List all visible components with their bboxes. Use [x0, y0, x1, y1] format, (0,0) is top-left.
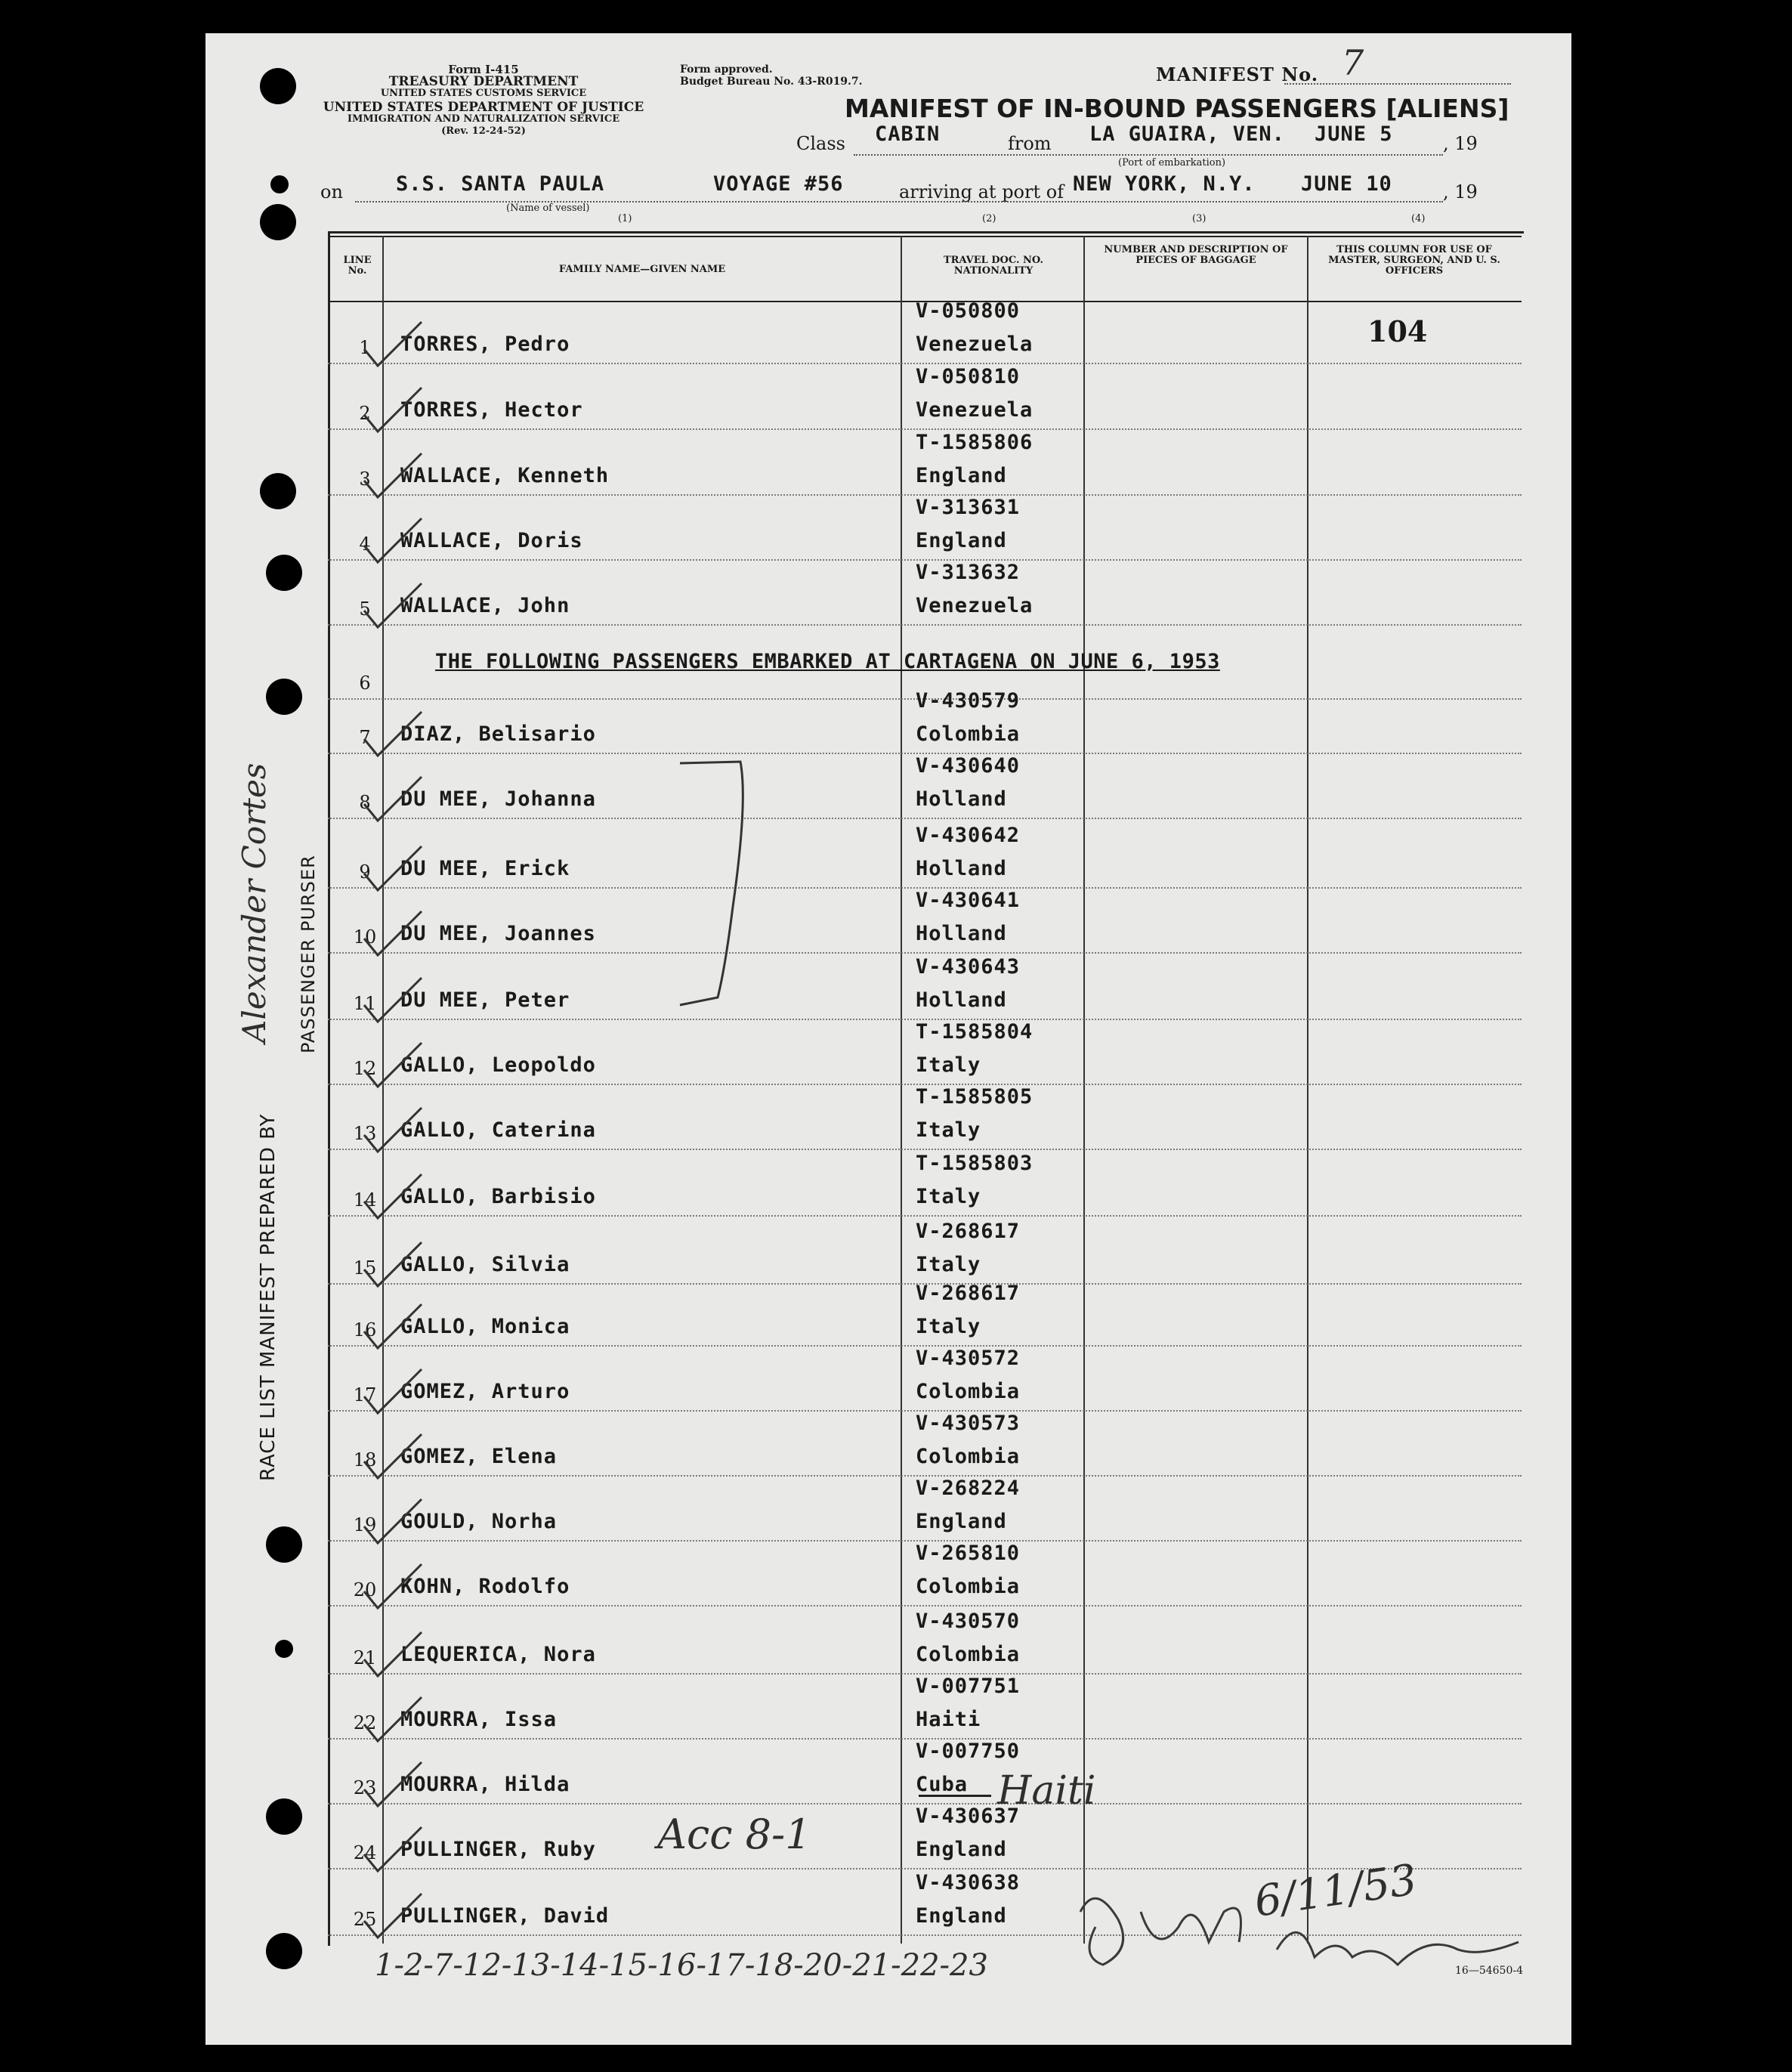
check-mark: [358, 450, 426, 503]
binder-hole: [260, 473, 296, 509]
col-num-3: (3): [1192, 213, 1207, 224]
passenger-name: GOMEZ, Arturo: [400, 1380, 570, 1403]
check-mark: [358, 1824, 426, 1877]
nationality: Holland: [916, 857, 1007, 880]
officer-note: 104: [1367, 314, 1428, 348]
travel-doc-no: V-007750: [916, 1740, 1021, 1763]
row-divider: [328, 1605, 1522, 1607]
port-caption: (Port of embarkation): [1118, 157, 1226, 169]
row-divider: [328, 624, 1522, 626]
nationality: Venezuela: [916, 594, 1033, 617]
du-mee-bracket: [672, 756, 763, 1020]
row-divider: [328, 428, 1522, 430]
travel-doc-no: V-430643: [916, 955, 1021, 979]
travel-doc-no: V-050800: [916, 299, 1021, 323]
line-number: 25: [353, 1909, 377, 1930]
line-number: 5: [359, 598, 371, 620]
line-number: 3: [359, 469, 371, 490]
line-number: 2: [359, 403, 371, 424]
nationality: Italy: [916, 1118, 981, 1142]
binder-hole: [266, 1526, 302, 1563]
passenger-name: WALLACE, Doris: [400, 529, 583, 552]
vessel-name: S.S. SANTA PAULA: [396, 172, 605, 196]
row-divider: [328, 818, 1522, 819]
check-mark: [358, 1239, 426, 1292]
budget-bureau: Budget Bureau No. 43-R019.7.: [680, 76, 863, 88]
acc-note: Acc 8-1: [657, 1811, 811, 1858]
nationality: England: [916, 1904, 1007, 1928]
manifest-no-label: MANIFEST No.: [1156, 63, 1319, 85]
line-number: 23: [353, 1777, 377, 1798]
col-num-4: (4): [1411, 213, 1426, 224]
line-number: 19: [353, 1514, 377, 1535]
line-number: 10: [353, 926, 377, 948]
nationality: Colombia: [916, 1445, 1021, 1468]
customs-service: UNITED STATES CUSTOMS SERVICE: [380, 88, 587, 99]
line-number: 21: [353, 1647, 377, 1668]
class-value: CABIN: [875, 122, 941, 146]
bottom-tally: 1-2-7-12-13-14-15-16-17-18-20-21-22-23: [375, 1948, 988, 1983]
travel-doc-no: V-430637: [916, 1804, 1021, 1828]
check-mark: [358, 1105, 426, 1158]
line-number: 14: [353, 1189, 377, 1211]
travel-doc-no: V-430638: [916, 1871, 1021, 1894]
nationality: England: [916, 529, 1007, 552]
travel-doc-no: T-1585804: [916, 1020, 1033, 1044]
nationality: Italy: [916, 1053, 981, 1077]
col-header-travel-doc: TRAVEL DOC. NO. NATIONALITY: [943, 255, 1044, 277]
treasury-dept: TREASURY DEPARTMENT: [388, 74, 579, 89]
year-label: , 19: [1443, 133, 1478, 154]
passenger-name: MOURRA, Issa: [400, 1708, 558, 1731]
passenger-name: DU MEE, Johanna: [400, 787, 596, 811]
binder-hole: [275, 1640, 293, 1658]
from-label: from: [1008, 133, 1052, 154]
check-mark: [358, 515, 426, 568]
form-code: 16—54650-4: [1455, 1965, 1523, 1977]
line-number: 9: [359, 861, 371, 883]
binder-hole: [266, 555, 302, 591]
manifest-title: MANIFEST OF IN-BOUND PASSENGERS [ALIENS]: [845, 94, 1509, 123]
travel-doc-no: V-430642: [916, 824, 1021, 847]
nationality: Cuba: [916, 1773, 969, 1796]
nationality: Italy: [916, 1253, 981, 1276]
travel-doc-no: V-268224: [916, 1477, 1021, 1500]
line-number: 7: [359, 727, 371, 748]
check-mark: [358, 1561, 426, 1614]
col-header-officers: THIS COLUMN FOR USE OF MASTER, SURGEON, AND U. S. OFFICERS: [1328, 244, 1500, 277]
check-mark: [358, 843, 426, 896]
passenger-name: WALLACE, Kenneth: [400, 464, 610, 487]
travel-doc-no: T-1585806: [916, 431, 1033, 454]
nationality: England: [916, 1510, 1007, 1533]
embark-notice: THE FOLLOWING PASSENGERS EMBARKED AT CARTAGENA ON JUNE 6, 1953: [435, 650, 1220, 673]
line-number: 20: [353, 1579, 377, 1600]
line-number: 16: [353, 1319, 377, 1341]
travel-doc-no: V-268617: [916, 1282, 1021, 1305]
check-mark: [358, 580, 426, 633]
header-rule: [328, 236, 1522, 237]
side-role: [298, 855, 319, 1053]
check-mark: [358, 1040, 426, 1093]
line-number: 8: [359, 792, 371, 813]
nationality: Haiti: [916, 1708, 981, 1731]
nationality: Venezuela: [916, 332, 1033, 356]
passenger-name: LEQUERICA, Nora: [400, 1643, 596, 1666]
passenger-name: GOMEZ, Elena: [400, 1445, 558, 1468]
nationality: Holland: [916, 787, 1007, 811]
col-divider: [1083, 236, 1085, 1944]
check-mark: [358, 1629, 426, 1682]
nationality: Colombia: [916, 722, 1021, 746]
check-mark: [358, 975, 426, 1028]
travel-doc-no: V-430579: [916, 689, 1021, 713]
on-label: on: [320, 181, 343, 203]
check-mark: [358, 908, 426, 961]
passenger-name: PULLINGER, David: [400, 1904, 610, 1928]
haiti-correction: Haiti: [997, 1768, 1096, 1814]
travel-doc-no: V-268617: [916, 1220, 1021, 1243]
date-note: 6/11/53: [1251, 1855, 1420, 1927]
line-number: 4: [359, 533, 371, 555]
check-mark: [358, 1366, 426, 1419]
line-number: 11: [353, 993, 377, 1014]
nationality: Italy: [916, 1315, 981, 1338]
manifest-number: 7: [1342, 42, 1364, 83]
check-mark: [358, 1891, 426, 1944]
travel-doc-no: V-430570: [916, 1610, 1021, 1633]
check-mark: [358, 385, 426, 438]
nationality: England: [916, 1838, 1007, 1861]
row-divider: [328, 1215, 1522, 1217]
approval-block: [680, 63, 863, 88]
row-divider: [328, 1149, 1522, 1150]
side-prepared-by: [257, 1114, 280, 1481]
line-number: 13: [353, 1123, 377, 1144]
col-num-2: (2): [982, 213, 996, 224]
nationality: Holland: [916, 988, 1007, 1012]
check-mark: [358, 1759, 426, 1812]
line-number: 17: [353, 1384, 377, 1406]
travel-doc-no: V-050810: [916, 365, 1021, 388]
travel-doc-no: V-265810: [916, 1542, 1021, 1565]
travel-doc-no: V-313631: [916, 496, 1021, 519]
embark-port: LA GUAIRA, VEN.: [1089, 122, 1285, 146]
line-number: 12: [353, 1058, 377, 1079]
voyage: VOYAGE #56: [713, 172, 844, 196]
travel-doc-no: T-1585803: [916, 1152, 1033, 1175]
check-mark: [358, 1694, 426, 1747]
form-agency-block: [317, 63, 650, 138]
col-header-name: FAMILY NAME—GIVEN NAME: [558, 264, 726, 275]
revision-date: (Rev. 12-24-52): [441, 125, 526, 137]
binder-hole: [260, 68, 296, 104]
passenger-name: DU MEE, Joannes: [400, 922, 596, 945]
purser-role: PASSENGER PURSER: [298, 855, 319, 1053]
line-number: 18: [353, 1449, 377, 1471]
col-divider: [1307, 236, 1308, 1944]
check-mark: [358, 1496, 426, 1549]
travel-doc-no: T-1585805: [916, 1085, 1033, 1109]
passenger-name: PULLINGER, Ruby: [400, 1838, 596, 1861]
col-num-1: (1): [618, 213, 632, 224]
travel-doc-no: V-313632: [916, 561, 1021, 584]
nationality: Colombia: [916, 1380, 1021, 1403]
row-divider: [328, 952, 1522, 954]
travel-doc-no: V-007751: [916, 1675, 1021, 1698]
passenger-name: TORRES, Pedro: [400, 332, 570, 356]
arrival-date: JUNE 10: [1301, 172, 1392, 196]
passenger-name: GALLO, Barbisio: [400, 1185, 596, 1208]
nationality: Colombia: [916, 1643, 1021, 1666]
nationality: Venezuela: [916, 398, 1033, 422]
passenger-name: WALLACE, John: [400, 594, 570, 617]
purser-signature: Alexander Cortes: [236, 762, 273, 1043]
ins-service: IMMIGRATION AND NATURALIZATION SERVICE: [347, 113, 620, 125]
line-number: 15: [353, 1257, 377, 1279]
check-mark: [358, 774, 426, 827]
binder-hole: [260, 204, 296, 240]
binder-hole: [266, 1933, 302, 1969]
check-mark: [358, 1431, 426, 1484]
passenger-name: TORRES, Hector: [400, 398, 583, 422]
embark-date: JUNE 5: [1315, 122, 1393, 146]
arrival-port: NEW YORK, N.Y.: [1073, 172, 1256, 196]
row-divider: [328, 363, 1522, 364]
year-label-2: , 19: [1443, 181, 1478, 203]
manifest-no-underline: [1284, 83, 1511, 85]
passenger-name: GALLO, Leopoldo: [400, 1053, 596, 1077]
passenger-name: GOULD, Norha: [400, 1510, 558, 1533]
nationality: Holland: [916, 922, 1007, 945]
haiti-strikethrough: [919, 1795, 991, 1797]
travel-doc-no: V-430641: [916, 889, 1021, 912]
line-number: 22: [353, 1712, 377, 1733]
passenger-name: KOHN, Rodolfo: [400, 1575, 570, 1598]
passenger-name: GALLO, Monica: [400, 1315, 570, 1338]
col-divider: [901, 236, 902, 1944]
passenger-name: GALLO, Silvia: [400, 1253, 570, 1276]
binder-hole: [266, 1798, 302, 1835]
line-number: 1: [359, 337, 371, 358]
binder-hole: [270, 175, 289, 193]
arriving-label: arriving at port of: [899, 181, 1064, 203]
binder-hole: [266, 679, 302, 715]
class-underline: [854, 154, 1443, 156]
class-label: Class: [796, 133, 845, 154]
check-mark: [358, 319, 426, 372]
passenger-name: DU MEE, Erick: [400, 857, 570, 880]
nationality: Italy: [916, 1185, 981, 1208]
line-number: 6: [359, 673, 371, 694]
passenger-name: DU MEE, Peter: [400, 988, 570, 1012]
nationality: England: [916, 464, 1007, 487]
travel-doc-no: V-430640: [916, 754, 1021, 778]
passenger-name: MOURRA, Hilda: [400, 1773, 570, 1796]
form-number: Form I-415: [448, 63, 519, 76]
col-header-line-no: LINE No.: [343, 255, 372, 277]
travel-doc-no: V-430572: [916, 1347, 1021, 1370]
nationality: Colombia: [916, 1575, 1021, 1598]
check-mark: [358, 709, 426, 762]
prepared-by-label: RACE LIST MANIFEST PREPARED BY: [257, 1113, 280, 1481]
check-mark: [358, 1171, 426, 1224]
travel-doc-no: V-430573: [916, 1412, 1021, 1435]
justice-dept: UNITED STATES DEPARTMENT OF JUSTICE: [323, 100, 644, 115]
line-number: 24: [353, 1842, 377, 1863]
vessel-caption: (Name of vessel): [506, 203, 590, 214]
passenger-name: GALLO, Caterina: [400, 1118, 596, 1142]
col-header-baggage: NUMBER AND DESCRIPTION OF PIECES OF BAGGAGE: [1104, 244, 1288, 266]
passenger-name: DIAZ, Belisario: [400, 722, 596, 746]
check-mark: [358, 1301, 426, 1354]
form-approved: Form approved.: [680, 63, 773, 76]
